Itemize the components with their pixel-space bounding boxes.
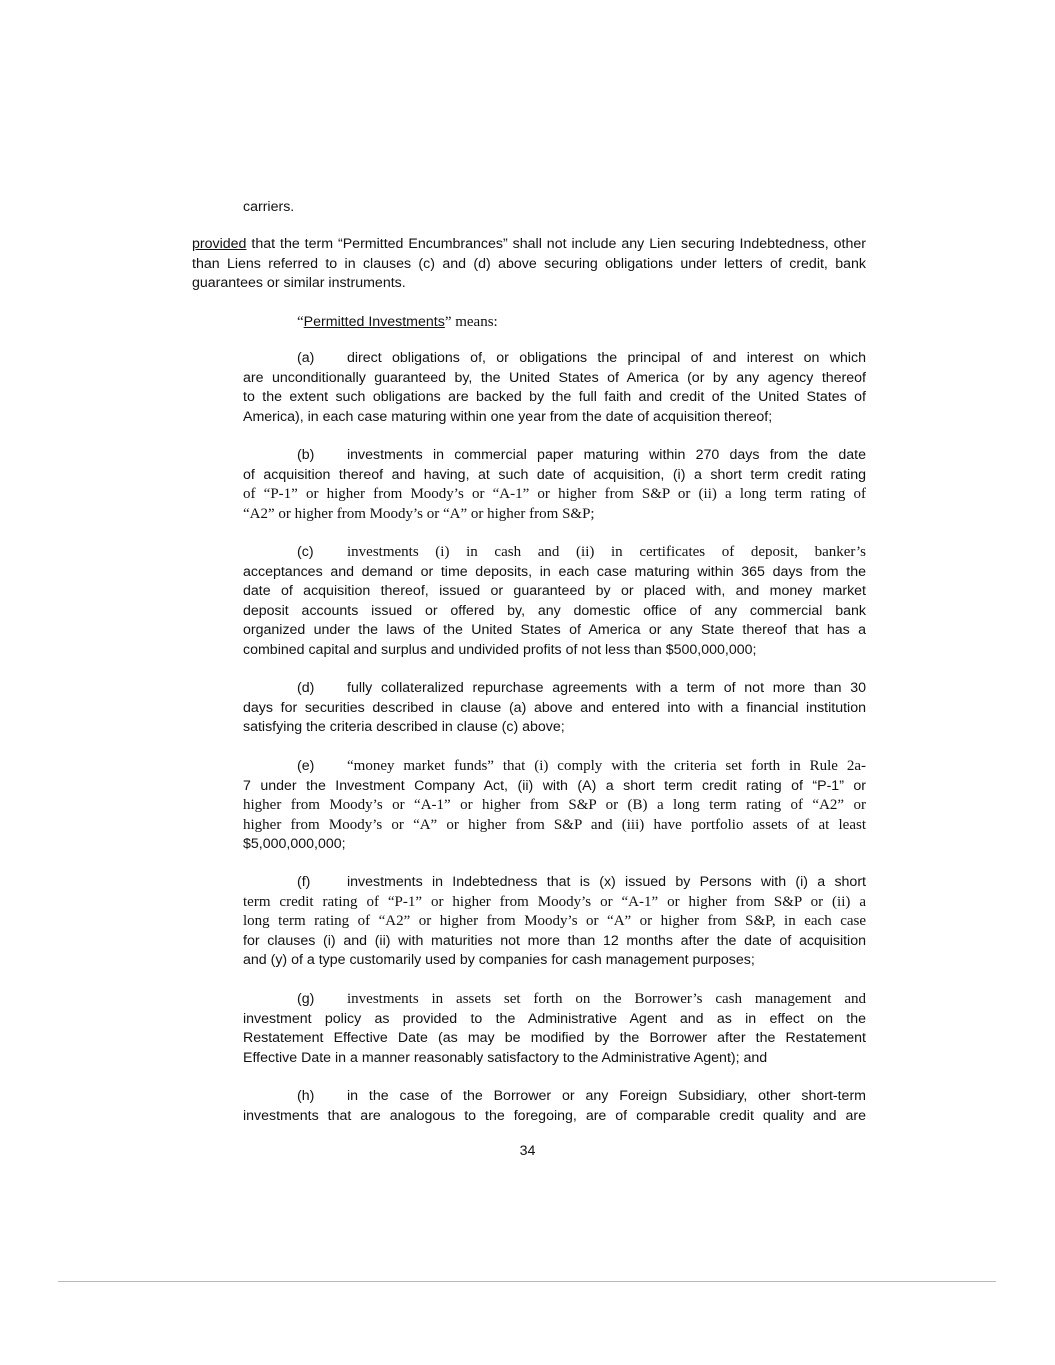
clause-f-line-3: long term rating of “A2” or higher from Moody’s or “A” or higher from S&P, in each case (243, 913, 866, 929)
clause-h-label: (h) (297, 1088, 315, 1104)
clause-b-line-1: (b) investments in commercial paper maturing within 270 days from the date (243, 446, 866, 466)
clause-e-line-5: $5,000,000,000; (243, 836, 346, 852)
provided-text: that the term “Permitted Encumbrances” shall not include any Lien securing Indebtedness, other than Liens referred to in clauses (c) and (d) above securing obligations under letters of credit, bank guarantees or similar instruments. (192, 236, 866, 291)
clause-g-line-2: investment policy as provided to the Administrative Agent and as in effect on the (243, 1010, 866, 1027)
clause-h (243, 1087, 866, 1126)
clause-e (243, 757, 866, 855)
clause-e-label: (e) (297, 758, 315, 774)
clause-d (243, 679, 866, 738)
clause-b-line-3: of “P-1” or higher from Moody’s or “A-1” or higher from S&P or (ii) a long term rating of (243, 486, 866, 502)
clause-g-line-3: Restatement Effective Date (as may be modified by the Borrower after the Restatement (243, 1030, 866, 1046)
clause-a-line-1: (a) direct obligations of, or obligations the principal of and interest on which (243, 349, 866, 369)
permitted-investments-heading (297, 313, 797, 333)
clause-e-line-4: higher from Moody’s or “A” or higher from S&P and (iii) have portfolio assets of at least (243, 816, 866, 833)
permitted-investments-term: Permitted Investments (303, 314, 445, 330)
clause-c-line-5: organized under the laws of the United States of America or any State thereof that has a (243, 622, 866, 638)
clause-a-line-3: to the extent such obligations are backed by the full faith and credit of the United States of (243, 389, 866, 405)
definition-suffix: ” means: (444, 314, 498, 330)
clause-d-label: (d) (297, 680, 315, 696)
clause-e-line-2: 7 under the Investment Company Act, (ii) with (A) a short term credit rating of “P-1” or (243, 777, 866, 794)
clause-b-line-4: “A2” or higher from Moody’s or “A” or higher from S&P; (243, 505, 595, 522)
clause-b-label: (b) (297, 447, 315, 463)
provided-term: provided (192, 236, 247, 252)
clause-b (243, 446, 866, 524)
clause-c (243, 543, 866, 660)
clause-a (243, 349, 866, 427)
clause-f-line-2: term credit rating of “P-1” or higher from Moody’s or “A-1” or higher from S&P or (ii) a (243, 893, 866, 910)
clause-d-line-3: satisfying the criteria described in clause (c) above; (243, 719, 565, 735)
clause-f (243, 873, 866, 971)
clause-e-line-1: (e) “money market funds” that (i) comply with the criteria set forth in Rule 2a- (243, 757, 866, 777)
clause-a-line-2: are unconditionally guaranteed by, the United States of America (or by any agency thereof (243, 369, 866, 386)
clause-c-line-3: date of acquisition thereof, issued or guaranteed by or placed with, and money market (243, 583, 866, 599)
clause-c-line-1: (c) investments (i) in cash and (ii) in certificates of deposit, banker’s (243, 543, 866, 563)
clause-f-line-5: and (y) of a type customarily used by companies for cash management purposes; (243, 952, 755, 968)
clause-g-line-1: (g) investments in assets set forth on the Borrower’s cash management and (243, 990, 866, 1010)
clause-a-line-4: America), in each case maturing within one year from the date of acquisition thereof; (243, 408, 773, 425)
provided-paragraph (192, 235, 866, 294)
clause-a-label: (a) (297, 350, 315, 366)
definition-open-quote: “ (297, 314, 304, 330)
clause-f-line-1: (f) investments in Indebtedness that is (x) issued by Persons with (i) a short (243, 873, 866, 893)
clause-c-line-4: deposit accounts issued or offered by, any domestic office of any commercial bank (243, 602, 866, 619)
clause-c-line-2: acceptances and demand or time deposits, in each case maturing within 365 days from the (243, 563, 866, 580)
clause-b-line-2: of acquisition thereof and having, at such date of acquisition, (i) a short term credit rating (243, 466, 866, 483)
carriers-text: carriers. (243, 199, 295, 215)
clause-g-line-4: Effective Date in a manner reasonably satisfactory to the Administrative Agent); and (243, 1049, 768, 1066)
clause-h-line-2: investments that are analogous to the foregoing, are of comparable credit quality and are (243, 1107, 866, 1124)
clause-c-label: (c) (297, 544, 314, 560)
clause-d-line-1: (d) fully collateralized repurchase agreements with a term of not more than 30 (243, 679, 866, 699)
carriers-line (243, 198, 543, 218)
clause-c-line-6: combined capital and surplus and undivided profits of not less than $500,000,000; (243, 641, 757, 658)
clause-f-line-4: for clauses (i) and (ii) with maturities not more than 12 months after the date of acquisition (243, 932, 866, 949)
clause-d-line-2: days for securities described in clause (a) above and entered into with a financial institution (243, 699, 866, 716)
clause-g-label: (g) (297, 991, 315, 1007)
page-number: 34 (519, 1143, 536, 1159)
clause-e-line-3: higher from Moody’s or “A-1” or higher from S&P or (B) a long term rating of “A2” or (243, 797, 866, 813)
footer-divider (58, 1281, 996, 1282)
clause-f-label: (f) (297, 874, 311, 890)
clause-h-line-1: (h) in the case of the Borrower or any Foreign Subsidiary, other short-term (243, 1087, 866, 1107)
clause-g (243, 990, 866, 1068)
